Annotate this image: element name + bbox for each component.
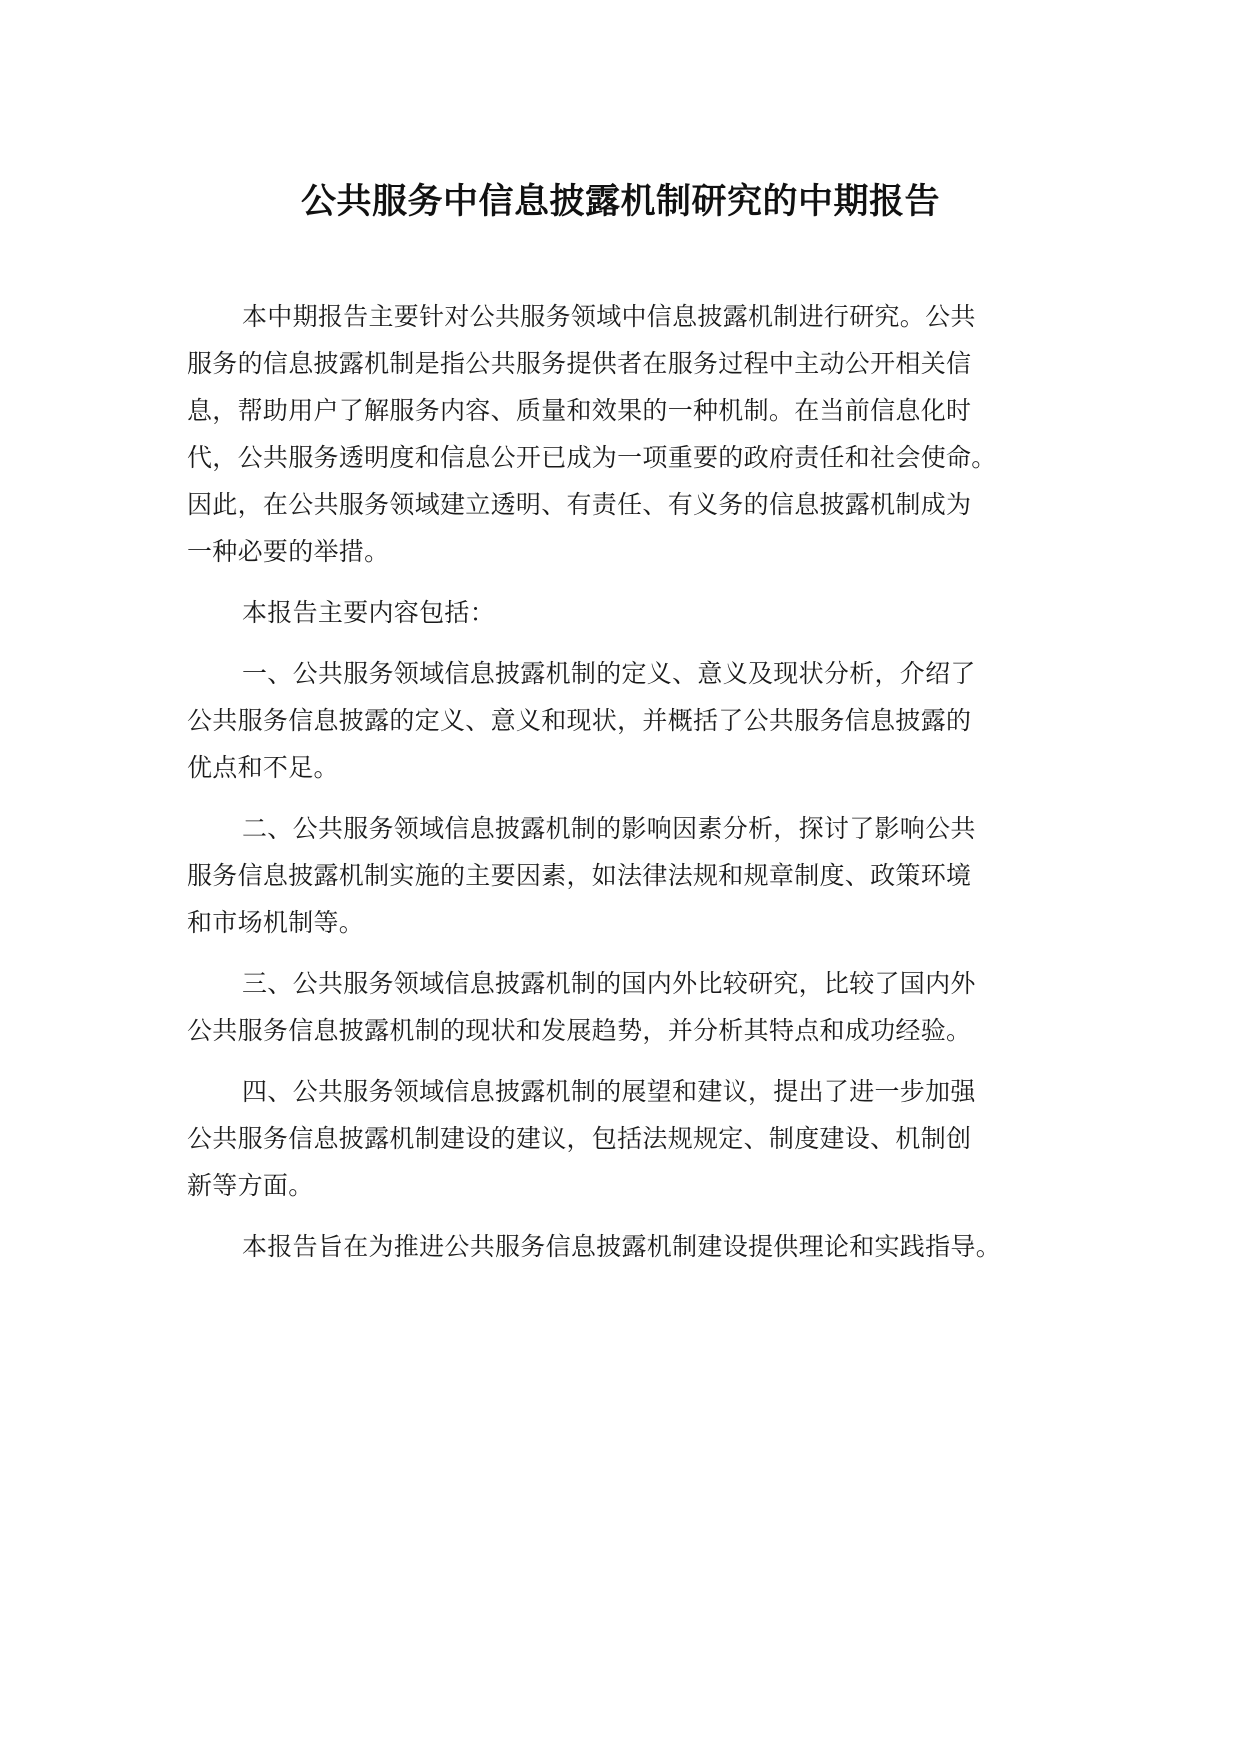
paragraph-line: 本报告旨在为推进公共服务信息披露机制建设提供理论和实践指导。 [242, 1232, 1002, 1261]
paragraph-item-2 [187, 805, 1067, 946]
paragraph-line: 四、公共服务领域信息披露机制的展望和建议，提出了进一步加强 [242, 1077, 976, 1106]
paragraph-item-4 [187, 1068, 1067, 1209]
paragraph-line: 本中期报告主要针对公共服务领域中信息披露机制进行研究。公共 [242, 302, 976, 331]
paragraph-line: 新等方面。 [187, 1171, 314, 1200]
paragraph-item-1 [187, 650, 1067, 791]
paragraph-line: 一、公共服务领域信息披露机制的定义、意义及现状分析，介绍了 [242, 659, 976, 688]
paragraph-line: 息，帮助用户了解服务内容、质量和效果的一种机制。在当前信息化时 [187, 396, 972, 425]
paragraph-line: 因此，在公共服务领域建立透明、有责任、有义务的信息披露机制成为 [187, 490, 972, 519]
paragraph-line: 三、公共服务领域信息披露机制的国内外比较研究，比较了国内外 [242, 969, 976, 998]
paragraph-item-3 [187, 960, 1067, 1054]
document-body [187, 293, 1067, 1284]
paragraph-line: 和市场机制等。 [187, 908, 365, 937]
document-title: 公共服务中信息披露机制研究的中期报告 [300, 182, 940, 222]
paragraph-contents-heading [187, 589, 1067, 636]
paragraph-line: 二、公共服务领域信息披露机制的影响因素分析，探讨了影响公共 [242, 814, 976, 843]
paragraph-line: 服务的信息披露机制是指公共服务提供者在服务过程中主动公开相关信 [187, 349, 972, 378]
paragraph-line: 本报告主要内容包括： [242, 598, 496, 627]
paragraph-line: 公共服务信息披露机制建设的建议，包括法规规定、制度建设、机制创 [187, 1124, 972, 1153]
paragraph-line: 一种必要的举措。 [187, 537, 390, 566]
paragraph-line: 公共服务信息披露的定义、意义和现状，并概括了公共服务信息披露的 [187, 706, 972, 735]
paragraph-intro [187, 293, 1067, 575]
paragraph-line: 公共服务信息披露机制的现状和发展趋势，并分析其特点和成功经验。 [187, 1016, 972, 1045]
paragraph-conclusion [187, 1223, 1067, 1270]
paragraph-line: 优点和不足。 [187, 753, 339, 782]
paragraph-line: 服务信息披露机制实施的主要因素，如法律法规和规章制度、政策环境 [187, 861, 972, 890]
paragraph-line: 代，公共服务透明度和信息公开已成为一项重要的政府责任和社会使命。 [187, 443, 997, 472]
